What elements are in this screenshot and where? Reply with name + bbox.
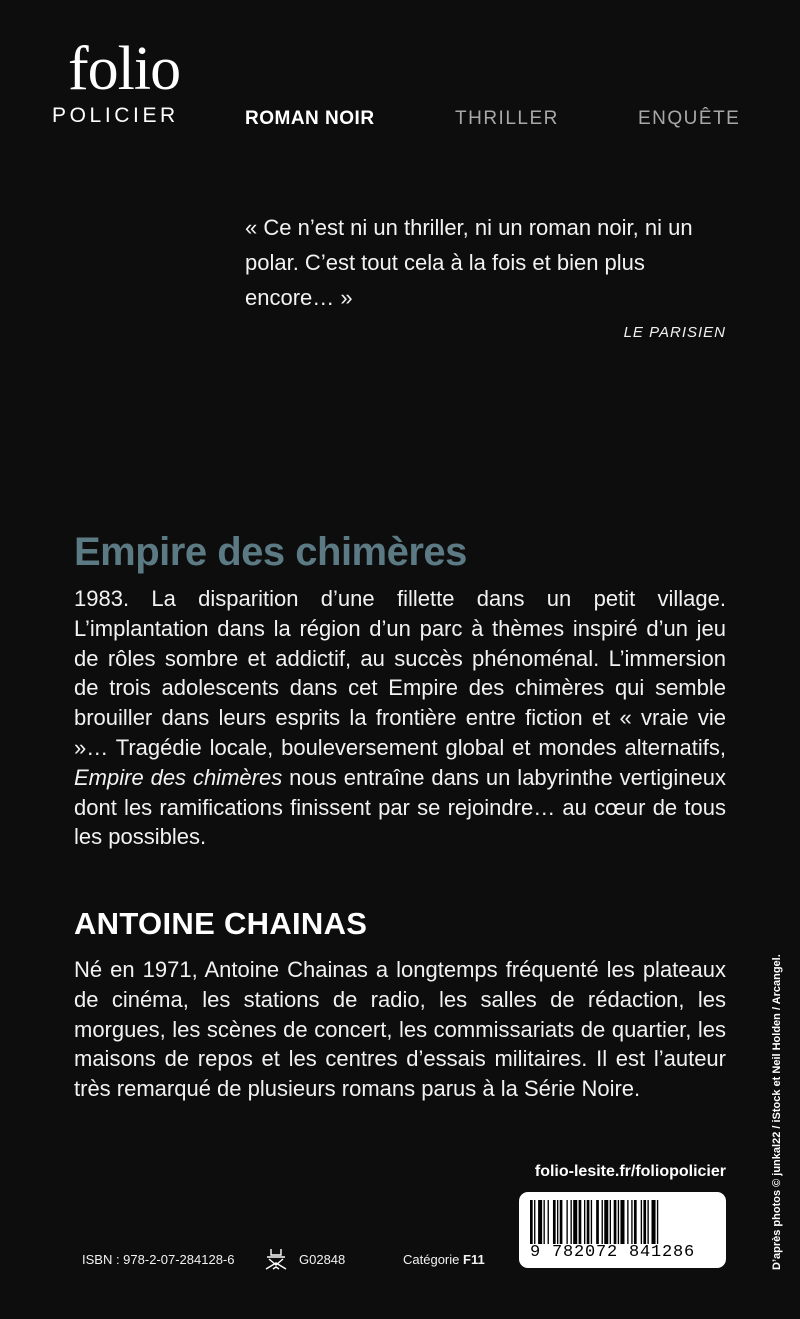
genre-thriller: THRILLER [455,108,559,129]
isbn: ISBN : 978-2-07-284128-6 [82,1252,235,1267]
genre-roman-noir: ROMAN NOIR [245,108,375,129]
genre-enquete: ENQUÊTE [638,108,741,129]
quote-source: LE PARISIEN [623,324,726,341]
barcode-bar [538,1200,542,1244]
barcode-bar [571,1200,572,1244]
author-bio: Né en 1971, Antoine Chainas a longtemps fréquenté les plateaux de cinéma, les stations de radio, les salles de rédaction, les morgues, les scènes de concert, les commissariats de quartier, les maisons de repos et les centres d’essais militaires. Il est l’auteur très remarqué de plusieurs romans parus à la Série Noire. [74,957,726,1102]
category-value: F11 [463,1252,485,1267]
summary-text-end: nous entraîne dans un labyrinthe vertigineux dont les ramifications finissent par se rejoindre… au cœur de tous les possibles. [74,764,726,850]
website-link[interactable]: folio-lesite.fr/foliopolicier [534,1163,726,1180]
barcode-bar [631,1200,632,1244]
summary-text: 1983. La disparition d’une fillette dans un petit village. L’implantation dans la région d’un parc à thèmes inspiré d’un jeu de rôles sombre et addictif, au succès phénoménal. L’immersion de trois adolescents dans cet Empire des chimères qui semble brouiller dans leurs esprits la frontière entre fiction et « vraie vie »… Tragédie locale, bouleversement global et mondes alternatifs, [74,586,726,760]
gallimard-logo-icon [263,1246,289,1272]
summary-title-italic: Empire des chimères [74,764,283,790]
barcode-bar [573,1200,577,1244]
barcode-bar [596,1200,599,1244]
barcode-bar [553,1200,556,1244]
barcode-bar [610,1200,611,1244]
barcode-bar [652,1200,656,1244]
press-quote: « Ce n’est ni un thriller, ni un roman noir, ni un polar. C’est tout cela à la fois et bien plus encore… » [245,215,693,310]
category [403,1252,485,1267]
author-name: ANTOINE CHAINAS [74,906,368,941]
barcode-bar [566,1200,567,1244]
barcode-bar [657,1200,658,1244]
barcode-bar [530,1200,533,1244]
barcode-bar [534,1200,535,1244]
barcode-bar [627,1200,628,1244]
barcode-bar [557,1200,558,1244]
barcode-bar [620,1200,624,1244]
barcode-bar [548,1200,549,1244]
product-code: G02848 [299,1252,346,1267]
barcode-bar [591,1200,592,1244]
barcode-bar [602,1200,603,1244]
barcode-bar [604,1200,608,1244]
barcode-bar [614,1200,617,1244]
barcode-bar [584,1200,585,1244]
barcode-bar [560,1200,563,1244]
folio-logo: folio [68,35,181,103]
book-title: Empire des chimères [74,530,467,574]
photo-credit: D’après photos © junkal22 / iStock et Neil Holden / Arcangel. [771,954,783,1270]
barcode-digits: 9 782072 841286 [530,1243,696,1262]
book-summary [74,584,726,852]
barcode-bar [587,1200,590,1244]
barcode-bar [579,1200,582,1244]
barcode-bar [647,1200,648,1244]
barcode-bar [618,1200,619,1244]
barcode-bar [643,1200,646,1244]
barcode-bar [544,1200,545,1244]
collection-name: POLICIER [52,104,179,127]
category-label: Catégorie [403,1252,460,1267]
barcode-bar [634,1200,637,1244]
barcode-bar [641,1200,642,1244]
